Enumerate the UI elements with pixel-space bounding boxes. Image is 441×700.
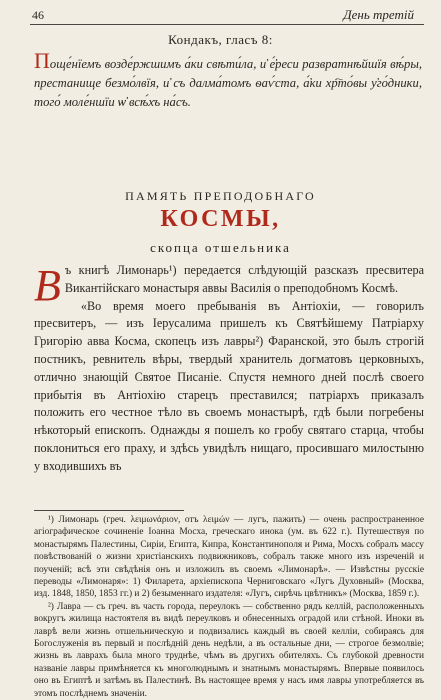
page-number: 46 [32, 8, 44, 22]
footnote-rule [34, 510, 184, 511]
footnotes [34, 514, 424, 700]
memory-label: ПАМЯТЬ ПРЕПОДОБНАГО [125, 189, 316, 203]
saint-subtitle: скопца отшельника [150, 240, 291, 255]
kontakion-initial: П [34, 48, 50, 73]
main-text [34, 262, 424, 476]
footnote-1: ¹) Лимонарь (греч. λειμωνάριον, отъ λειμών — лугъ, пажить) — очень распространенное агіографическое сочиненіе Іоанна Мосха, греческаго инока (ум. въ 622 г.). Путешествуя по монастырямъ Палестины, Сиріи, Египта, Кипра, Константинополя и Рима, Мосхъ собралъ массу повѣствованій о жизни христіанскихъ подвижниковъ, собралъ также много изъ изреченій и поученій; всѣ эти свѣдѣнія онъ и изложилъ въ своемъ «Лимонарѣ». — Извѣстны русскіе переводы «Лимонаря»: 1) Филарета, архіепископа Черниговскаго «Лугъ Духовный» (Москва, изд. 1848, 1850, 1853 гг.) и 2) безыменнаго издателя: «Лугъ, сирѣчь цвѣтникъ» (Москва, 1859 г.). [34, 515, 424, 600]
page-header [18, 6, 428, 24]
saint-name: КОСМЫ, [160, 206, 281, 232]
kontakion-title: Кондакъ, гласъ 8: [168, 32, 273, 47]
paragraph-1-text: ъ книгѣ Лимонарь¹) передается слѣдующій разсказъ пресвитера Викантійскаго монастыря аввы Василія о преподобномъ Космѣ. [64, 263, 424, 295]
header-rule [30, 24, 424, 25]
paragraph-2: «Во время моего пребыванія въ Антіохіи, — говорилъ пресвитеръ, — изъ Іерусалима пришелъ къ Святѣйшему Патріарху Григорію авва Косма, скопецъ изъ лавры²) Фаранской, это былъ строгій постникъ, ревнитель вѣры, твердый хранитель догматовъ церковныхъ, отлично знающій Святое Писаніе. Спустя немного дней послѣ своего прибытія въ Антіохію старецъ преставился; патріархъ приказалъ положить его честное тѣло въ своемъ монастырѣ, гдѣ были погребены нѣкоторый епископъ. Однажды я пошелъ ко гробу святаго старца, чтобы поклониться его праху, и здѣсь увидѣлъ нищаго, просившаго милостыню у входившихъ въ [34, 298, 424, 473]
running-title: День третій [343, 7, 414, 22]
drop-cap: В [34, 261, 61, 310]
footnote-2: ²) Лавра — съ греч. въ часть города, переулокъ — собственно рядъ келлій, расположенныхъ вокругъ жилища настоятеля въ видѣ переулковъ и обнесенныхъ оградой или стѣной. Иноки въ лаврѣ вели жизнь отшельническую и подвизались каждый въ своей келліи, собираясь для Богослуженія въ первый и послѣдній день недѣли, а въ остальные дни, — строгое безмолвіе; жизнь въ лаврахъ была много труднѣе, чѣмъ въ другихъ обителяхъ. Съ глубокой древности названіе лавры примѣняется къ многолюднымъ и знатнымъ монастырямъ. Впервые появилось оно въ Египтѣ и затѣмъ въ Палестинѣ. Въ настоящее время у насъ имя лавры употребляется въ этомъ послѣднемъ значеніи. [34, 601, 424, 699]
kontakion-text: още́нїемъ возде́ржшимъ а́ки свѣти́ла, и̓ е̓́реси развратнѣйшїя вѣ́ры, престанище безмо́лвїя, и̓ съ далма́томъ ѳаѵ́ста, а̓́ки хр҇то́вы у̓го́дники, того́ моле́ншїи ѡ̓ всѣ́хъ на́съ. [34, 57, 422, 109]
kontakion-text-block [34, 48, 422, 112]
paragraph-1 [34, 261, 424, 310]
